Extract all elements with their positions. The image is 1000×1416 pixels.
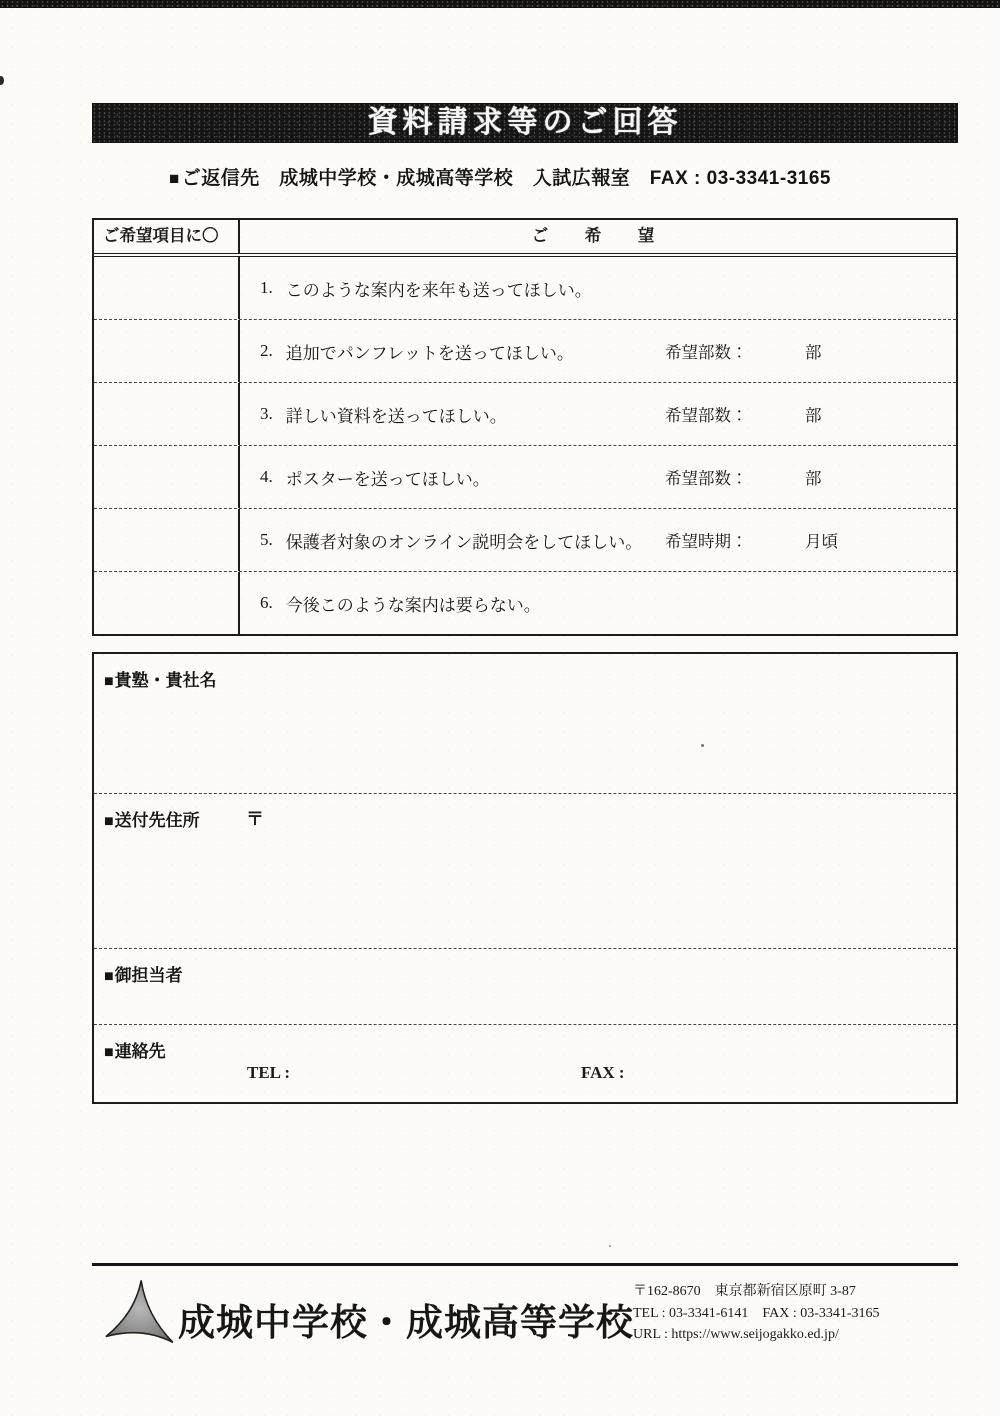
- square-bullet-icon: ■: [104, 1044, 114, 1061]
- company-name-label: [104, 666, 946, 691]
- square-bullet-icon: ■: [169, 169, 180, 188]
- request-item-5: [240, 509, 956, 571]
- item-text: ポスターを送ってほしい。: [285, 469, 490, 489]
- quantity-unit: 部: [805, 406, 822, 425]
- item-number: 1.: [260, 278, 273, 297]
- school-logo-star-icon: [102, 1279, 176, 1351]
- item-number: 5.: [260, 530, 273, 549]
- mark-cell-5: [94, 509, 240, 571]
- request-item-3: [240, 383, 956, 445]
- sender-info-box: [92, 652, 958, 1104]
- table-header-row: [94, 220, 956, 257]
- request-item-4: [240, 446, 956, 508]
- contact-info-label: [104, 1037, 946, 1062]
- period-label: 希望時期：: [665, 532, 748, 551]
- shipping-address-section: [94, 793, 956, 948]
- person-in-charge-label: [104, 961, 946, 986]
- quantity-label: 希望部数：: [665, 469, 748, 488]
- school-contact-block: [633, 1281, 880, 1346]
- school-url: URL : https://www.seijogakko.ed.jp/: [633, 1327, 839, 1342]
- item-text: このような案内を来年も送ってほしい。: [285, 280, 592, 300]
- quantity-label: 希望部数：: [665, 406, 748, 425]
- tel-field-label: TEL :: [247, 1063, 290, 1082]
- title-banner: [92, 103, 958, 143]
- table-row: [94, 257, 956, 319]
- square-bullet-icon: ■: [104, 968, 114, 985]
- school-tel-fax: TEL : 03-3341-6141 FAX : 03-3341-3165: [633, 1305, 880, 1321]
- reply-to-text: ご返信先 成城中学校・成城高等学校 入試広報室 FAX : 03-3341-3165: [181, 168, 831, 189]
- scan-artifact: [609, 1245, 611, 1247]
- page-title: 資料請求等のご回答: [367, 106, 683, 139]
- quantity-unit: 部: [805, 469, 822, 488]
- item-text: 保護者対象のオンライン説明会をしてほしい。: [285, 532, 643, 552]
- mark-cell-6: [94, 572, 240, 634]
- company-name-section: [94, 654, 956, 793]
- table-row: [94, 319, 956, 382]
- request-item-6: [240, 572, 956, 634]
- contact-info-section: [94, 1024, 956, 1102]
- table-row: [94, 508, 956, 571]
- mark-column-header: ご希望項目に〇: [94, 220, 240, 253]
- person-in-charge-label-text: 御担当者: [114, 966, 183, 985]
- postal-mark-icon: 〒: [246, 809, 264, 829]
- scan-artifact: [0, 76, 4, 85]
- mark-cell-4: [94, 446, 240, 508]
- period-unit: 月頃: [805, 532, 838, 551]
- request-item-1: [240, 257, 956, 319]
- item-number: 3.: [260, 404, 273, 423]
- footer-divider: [92, 1263, 958, 1266]
- fax-field-label: FAX :: [581, 1063, 625, 1082]
- request-options-table: [92, 218, 958, 636]
- item-text: 詳しい資料を送ってほしい。: [285, 406, 507, 426]
- item-number: 2.: [260, 341, 273, 360]
- mark-cell-2: [94, 320, 240, 382]
- mark-cell-1: [94, 257, 240, 319]
- quantity-unit: 部: [805, 343, 822, 362]
- square-bullet-icon: ■: [104, 673, 114, 690]
- request-item-2: [240, 320, 956, 382]
- mark-cell-3: [94, 383, 240, 445]
- person-in-charge-section: [94, 948, 956, 1024]
- school-address: 〒162-8670 東京都新宿区原町 3-87: [633, 1284, 856, 1299]
- table-row: [94, 445, 956, 508]
- table-row: [94, 382, 956, 445]
- table-row: [94, 571, 956, 634]
- reply-to-line: [0, 163, 1000, 190]
- request-column-header: ご 希 望: [531, 227, 665, 245]
- school-name: 成城中学校・成城高等学校: [178, 1303, 634, 1344]
- contact-info-label-text: 連絡先: [114, 1042, 166, 1061]
- shipping-address-label-text: 送付先住所: [114, 811, 200, 830]
- quantity-label: 希望部数：: [665, 343, 748, 362]
- company-name-label-text: 貴塾・貴社名: [114, 671, 217, 690]
- item-number: 4.: [260, 467, 273, 486]
- scan-edge-artifact: [0, 0, 1000, 8]
- item-text: 今後このような案内は要らない。: [285, 595, 541, 615]
- item-text: 追加でパンフレットを送ってほしい。: [285, 343, 574, 363]
- item-number: 6.: [260, 593, 273, 612]
- square-bullet-icon: ■: [104, 813, 114, 830]
- shipping-address-label: [104, 806, 946, 831]
